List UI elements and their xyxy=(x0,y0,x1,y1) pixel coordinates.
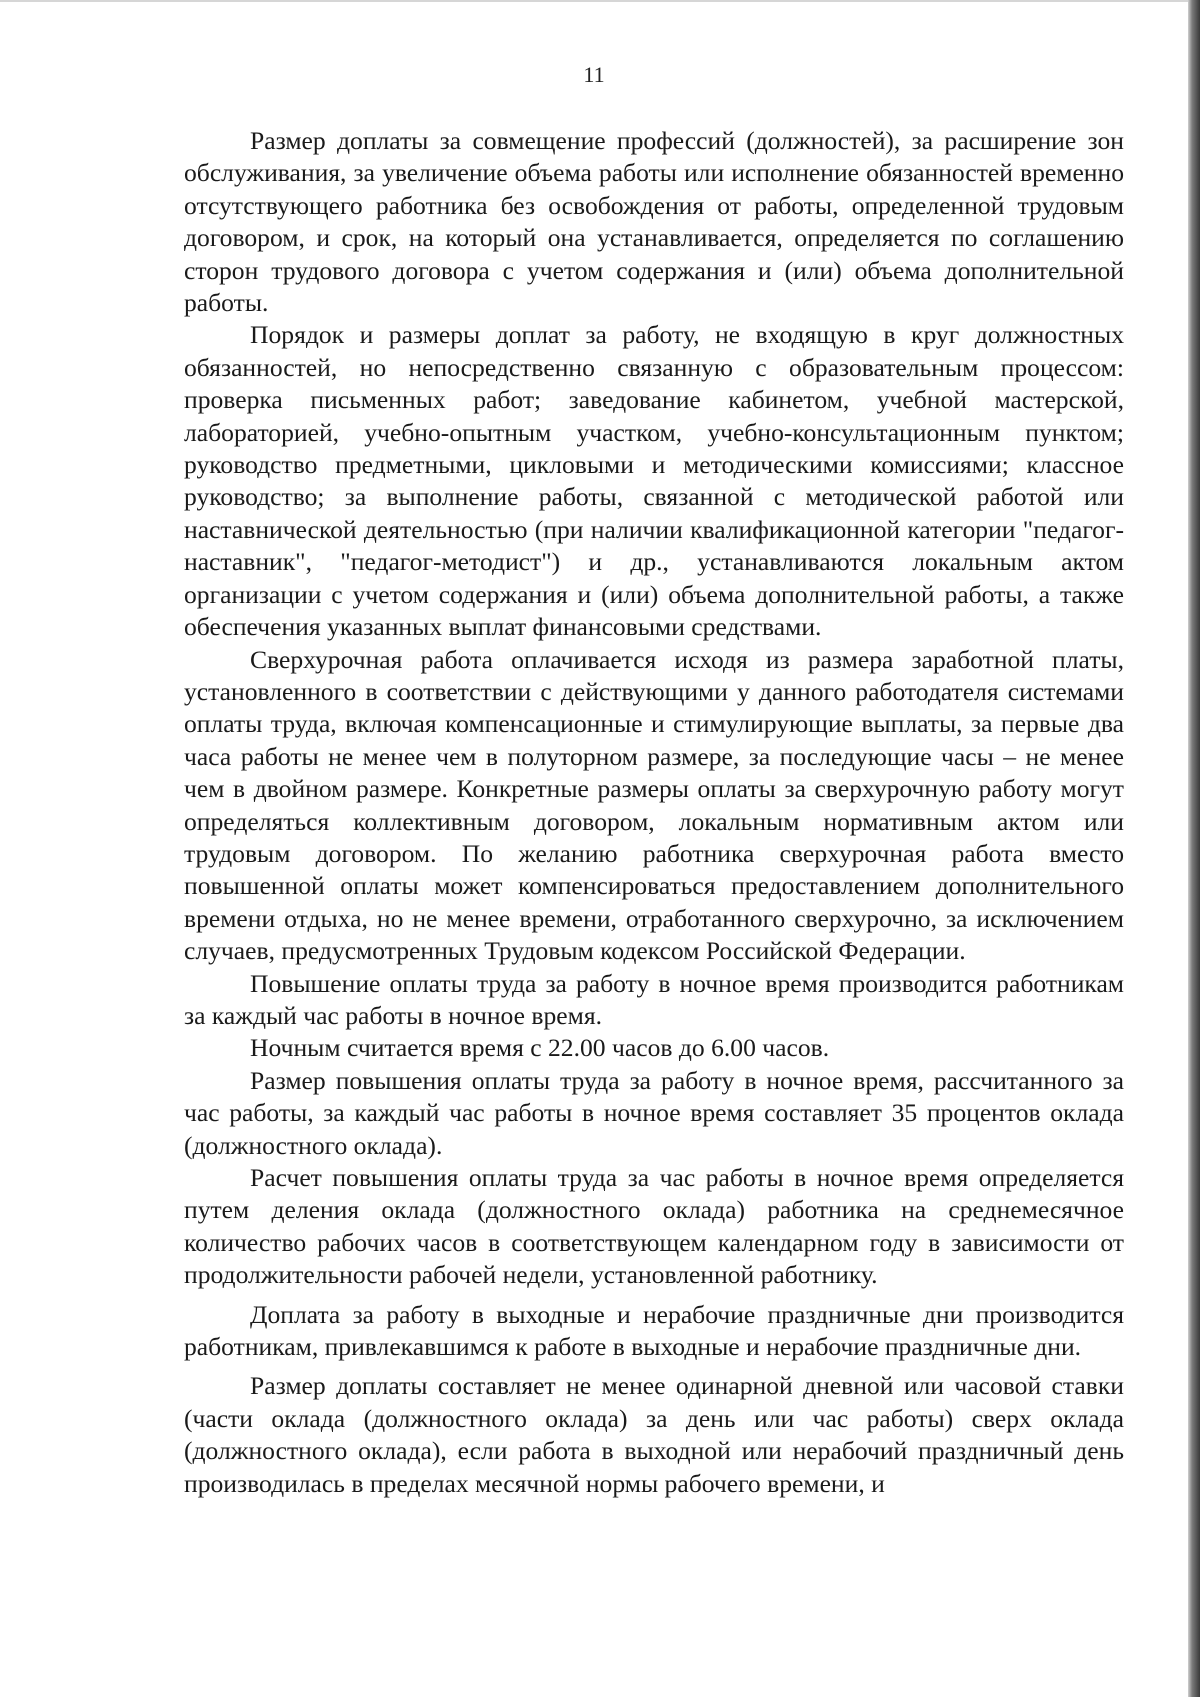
paragraph: Доплата за работу в выходные и нерабочие праздничные дни производится работникам, привлекавшимся к работе в выходные и нерабочие праздничные дни. xyxy=(184,1299,1124,1362)
paragraph: Ночным считается время с 22.00 часов до 6.00 часов. xyxy=(250,1033,830,1063)
scan-edge-shadow xyxy=(1188,0,1200,1697)
paragraph: Размер доплаты за совмещение профессий (должностей), за расширение зон обслуживания, за увеличение объема работы или исполнение обязанностей временно отсутствующего работника без освобождения от работы, определенной трудовым договором, и срок, на который она устанавливается, определяется по соглашению сторон трудового договора с учетом содержания и (или) объема дополнительной работы. xyxy=(184,126,1124,318)
paragraph: Расчет повышения оплаты труда за час работы в ночное время определяется путем деления оклада (должностного оклада) работника на среднемесячное количество рабочих часов в соответствующем календарном году в зависимости от продолжительности рабочей недели, установленной работнику. xyxy=(184,1163,1124,1290)
body-text xyxy=(184,125,1124,1500)
paragraph: Порядок и размеры доплат за работу, не входящую в круг должностных обязанностей, но непосредственно связанную с образовательным процессом: проверка письменных работ; заведование кабинетом, учебной мастерской, лабораторией, учебно-опытным участком, учебно-консультационным пунктом; руководство предметными, цикловыми и методическими комиссиями; классное руководство; за выполнение работы, связанной с методической работой или наставнической деятельностью (при наличии квалификационной категории "педагог-наставник", "педагог-методист") и др., устанавливаются локальным актом организации с учетом содержания и (или) объема дополнительной работы, а также обеспечения указанных выплат финансовыми средствами. xyxy=(184,320,1124,642)
paragraph: Размер повышения оплаты труда за работу в ночное время, рассчитанного за час работы, за каждый час работы в ночное время составляет 35 процентов оклада (должностного оклада). xyxy=(184,1065,1124,1160)
paragraph: Повышение оплаты труда за работу в ночное время производится работникам за каждый час работы в ночное время. xyxy=(184,968,1124,1030)
paragraph: Размер доплаты составляет не менее одинарной дневной или часовой ставки (части оклада (должностного оклада) за день или час работы) сверх оклада (должностного оклада), если работа в выходной или нерабочий праздничный день производилась в пределах месячной нормы рабочего времени, и xyxy=(184,1371,1124,1498)
page-number: 11 xyxy=(583,62,605,87)
paragraph: Сверхурочная работа оплачивается исходя из размера заработной платы, установленного в соответствии с действующими у данного работодателя системами оплаты труда, включая компенсационные и стимулирующие выплаты, за первые два часа работы не менее чем в полуторном размере, за последующие часы – не менее чем в двойном размере. Конкретные размеры оплаты за сверхурочную работу могут определяться коллективным договором, локальным нормативным актом или трудовым договором. По желанию работника сверхурочная работа вместо повышенной оплаты может компенсироваться предоставлением дополнительного времени отдыха, но не менее времени, отработанного сверхурочно, за исключением случаев, предусмотренных Трудовым кодексом Российской Федерации. xyxy=(184,644,1124,966)
